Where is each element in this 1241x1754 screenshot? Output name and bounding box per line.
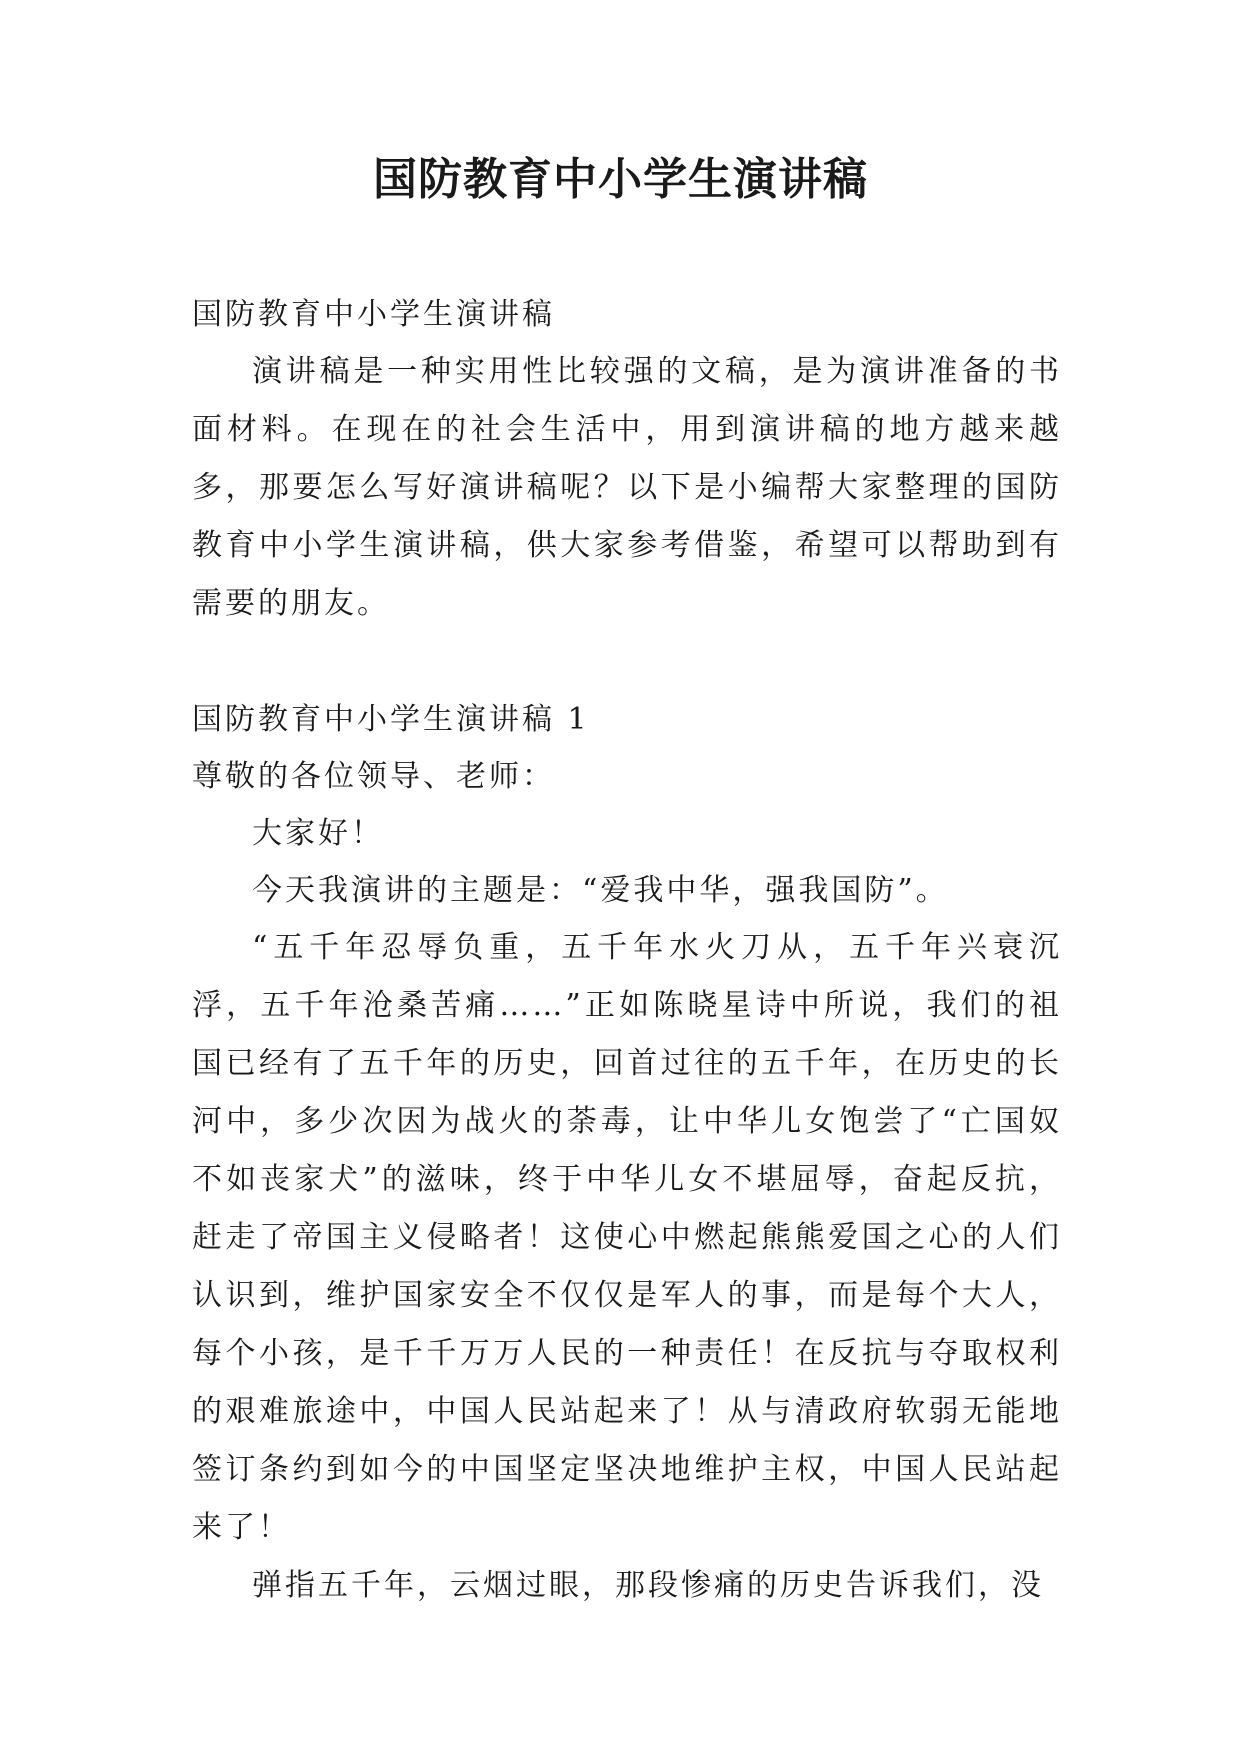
greeting: 大家好！ xyxy=(252,816,384,851)
body-paragraph: “五千年忍辱负重，五千年水火刀从，五千年兴衰沉浮，五千年沧桑苦痛……”正如陈晓星诗中所说，我们的祖国已经有了五千年的历史，回首过往的五千年，在历史的长河中，多少次因为战火的荼毒，让中华儿女饱尝了“亡国奴不如丧家犬”的滋味，终于中华儿女不堪屈辱，奋起反抗，赶走了帝国主义侵略者！这使心中燃起熊熊爱国之心的人们认识到，维护国家安全不仅仅是军人的事，而是每个大人，每个小孩，是千千万万人民的一种责任！在反抗与夺取权利的艰难旅途中，中国人民站起来了！从与清政府软弱无能地签订条约到如今的中国坚定坚决地维护主权，中国人民站起来了！ xyxy=(192,930,1062,1545)
document-body xyxy=(192,286,1062,1615)
document-title: 国防教育中小学生演讲稿 xyxy=(373,154,868,205)
body-paragraph-continued: 弹指五千年，云烟过眼，那段惨痛的历史告诉我们，没 xyxy=(252,1568,1044,1603)
section-heading: 国防教育中小学生演讲稿 1 xyxy=(192,702,590,737)
document-subtitle: 国防教育中小学生演讲稿 xyxy=(192,297,555,332)
salutation: 尊敬的各位领导、老师： xyxy=(192,759,555,794)
speech-topic: 今天我演讲的主题是：“爱我中华，强我国防”。 xyxy=(252,873,949,908)
intro-paragraph: 演讲稿是一种实用性比较强的文稿，是为演讲准备的书面材料。在现在的社会生活中，用到演讲稿的地方越来越多，那要怎么写好演讲稿呢？以下是小编帮大家整理的国防教育中小学生演讲稿，供大家参考借鉴，希望可以帮助到有需要的朋友。 xyxy=(192,354,1062,621)
